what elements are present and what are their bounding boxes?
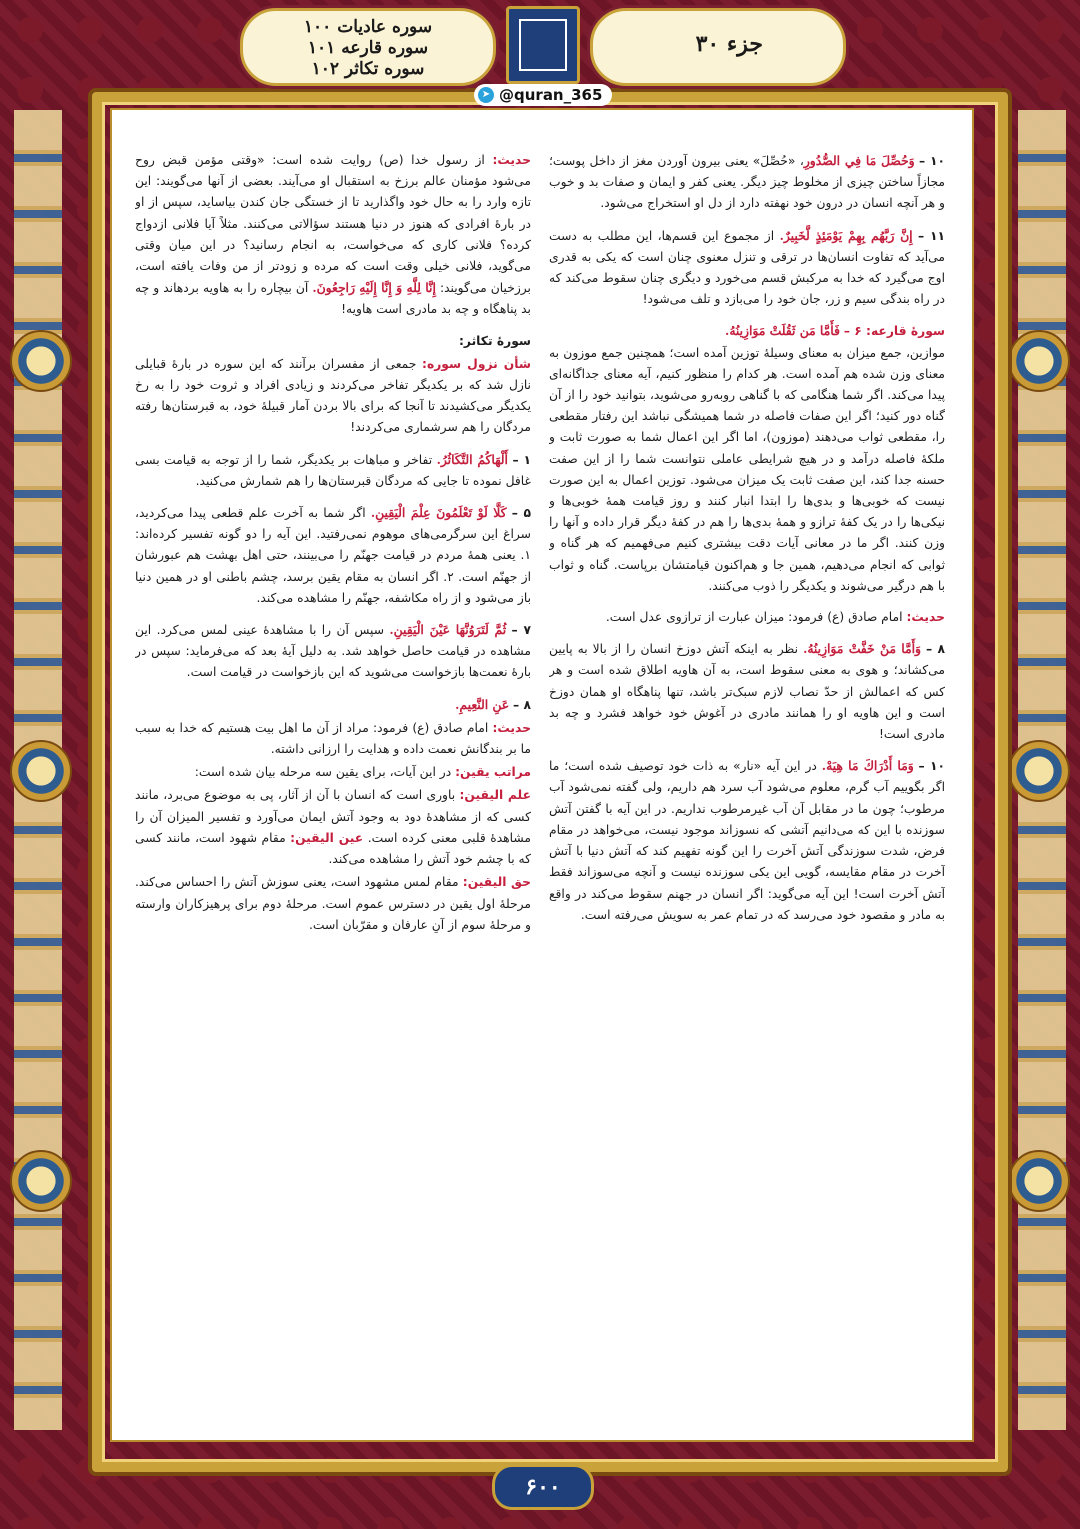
commentary-paragraph: ۸ – عَنِ النَّعِيمِ. [455,696,531,712]
left-column [135,150,531,1420]
commentary-paragraph: ۱۰ – وَمَا أَدْرَاكَ مَا هِيَهْ. در این آیه «نار» به ذات خود توصیف شده است؛ ما اگر بگوییم آب گرم، معلوم می‌شود آب سرد هم داریم، ولی گفته نمی‌شود آب مرطوب؛ چون ما در مقابل آن آب غیرمرطوب نداریم. در این آیه با گفتن آتش سوزنده با این که می‌دانیم آتشی که نسوزاند موجود نیست، می‌خواهد در مقام فرض، شدت سوزندگی آتش آخرت را این گونه تفهیم کند که آتش دنیا با آتش آخرت در مقام مقایسه، گویی این یکی سوزنده نیست و آنچه می‌سوزاند فقط آتش آخرت است! این آیه می‌گوید: اگر انسان در جهنم سقوط می‌کند در واقع به مادر و مقصود خود می‌رسد که در تمام عمر به سویش می‌رفته است. [549,758,945,922]
page-header [0,0,1080,104]
section-title: سورهٔ تکاثر: [459,333,531,348]
verse-text: كَلَّا لَوْ تَعْلَمُونَ عِلْمَ الْيَقِينِ. [370,505,507,521]
verse-text: إِنَّا لِلَّهِ وَ إِنَّا إِلَيْهِ رَاجِعُونَ. [312,280,436,296]
verse-text: وَحُصِّلَ مَا فِي الصُّدُورِ [803,153,915,168]
commentary-paragraph: سورهٔ قارعه: ۶ – فَأَمَّا مَن ثَقُلَتْ مَوَازِينُهُ. موازین، جمع میزان به معنای وسیلهٔ توزین آمده است؛ همچنین جمع موزون به معنای وزن شده هم آمده است. هر کدام را منظور کنیم، آیه معنای جداگانه‌ای پیدا می‌کند. اگر شما هنگامی که با گناهی روبه‌رو می‌شوید، بتوانید خود را از آن گناه دور کنید؛ اگر این صفات فاصله در شما همیشگی نباشد این رفتار مقطعی را، مقطعی ثواب می‌دهند (موزون)، اما اگر این اعمال شما به صورت ثابت و ملکهٔ فاصله درآمد و در هیچ شرایطی عاملی نتوانست شما را از این صفت حسنه جدا کند، این صفت ثابت یک میزان می‌شود. توزین اعمال به این صورت نیست که خوبی‌ها و بدی‌ها را ابتدا انبار کنند و روز قیامت همهٔ خوبی‌ها و نیکی‌ها را در یک کفهٔ ترازو و همهٔ بدی‌ها را هم در کفهٔ دیگر قرار داده و آنها را وزن کنند. اگر ما در معانی آیات دقت بیشتری کنیم می‌فهمیم که هر گناه و ثوابی که انجام می‌دهیم، همین جا و هم‌اکنون قیامتشان برپاست. گناه و ثواب با هم درگیر می‌شوند و یکدیگر را ذوب می‌کنند. [549,323,945,593]
commentary-paragraph: ۱ – أَلْهَاكُمُ التَّكَاثُرُ. تفاخر و مباهات بر یکدیگر، شما را از توجه به قیامت بسی غافل نموده تا جایی که مردگان قبرستان‌ها را هم شمارش می‌کنید. [135,451,531,488]
commentary-paragraph: علم الیقین: باوری است که انسان با آن از آثار، پی به موضوع می‌برد، مانند کسی که از مشاهدهٔ دود به وجود آتش ایمان می‌آورد و تفسیر المیزان آن را مشاهدهٔ قلبی معنی کرده است. عین الیقین: مقام شهود است، مانند کسی که با چشم خود آتش را مشاهده می‌کند. [135,788,531,867]
right-column [549,150,945,1420]
hadith-label: حدیث: [492,720,531,735]
hadith-paragraph: حدیث: از رسول خدا (ص) روایت شده است: «وقتی مؤمن قبض روح می‌شود مؤمنان عالم برزخ به استقبال او می‌آیند. بعضی از آنها می‌گویند: این تازه وارد را به حال خود واگذارید تا از خستگی جان کندن بیاساید، سپس از او در بارهٔ افرادی که هنوز در دنیا هستند سؤالاتی می‌کنند. مثلاً آیا فلانی ازدواج کرده؟ فلانی کاری که می‌خواست، به انجام رسانید؟ در این میان وقتی می‌گوید، فلانی خیلی وقت است که مرده و زودتر از من وفات یافته است، برزخیان می‌گویند: إِنَّا لِلَّهِ وَ إِنَّا إِلَيْهِ رَاجِعُونَ. آن بیچاره را به هاویه بردهاند و چه بد پناهگاه و چه بد مادری است هاویه! [135,153,531,317]
hadith-label: حدیث: [906,610,945,625]
commentary-paragraph: شأن نزول سوره: جمعی از مفسران برآنند که این سوره در بارهٔ قبایلی نازل شد که بر یکدیگر تفاخر می‌کردند و زیادی افراد و ثروت خود را به رخ یکدیگر می‌کشیدند تا آنجا که برای بالا بردن آمار قبیلهٔ خود، به قبرستان‌ها رفته مردگان را هم سرشماری می‌کردند! [135,356,531,435]
hadith-label: حدیث: [492,153,531,167]
commentary-paragraph: حق الیقین: مقام لمس مشهود است، یعنی سوزش آتش را احساس می‌کند. مرحلهٔ اول یقین در دسترس عموم است. مرحلهٔ دوم برای پرهیزکاران وارسته و مرحلهٔ سوم از آنِ عارفان و مقرّبان است. [135,875,531,932]
quran-logo-icon [506,6,580,84]
ornament-medallion-icon [1008,1150,1070,1212]
ornament-medallion-icon [10,1150,72,1212]
ornament-medallion-icon [1008,330,1070,392]
verse-text: أَلْهَاكُمُ التَّكَاثُرُ. [436,451,508,467]
sura-name-line: سوره قارعه ۱۰۱ [307,38,429,58]
ornament-medallion-icon [10,330,72,392]
commentary-paragraph: مراتب یقین: در این آیات، برای یقین سه مرحله بیان شده است: [194,765,531,780]
verse-text: فَأَمَّا مَن ثَقُلَتْ مَوَازِينُهُ. [725,323,840,339]
juz-label: جزء ۳۰ [695,31,763,57]
text-columns [135,150,945,1420]
commentary-paragraph: ۱۰ – وَحُصِّلَ مَا فِي الصُّدُورِ، «حُصِّلَ» یعنی بیرون آوردن مغز از داخل پوست؛ مجازاً ساختن چیزی از مخلوط چیز دیگر. یعنی کفر و ایمان و صفات بد و خوب و هر آنچه انسان در درون خود نهفته دارد از دل او استخراج می‌شود. [549,153,945,211]
hadith-paragraph: حدیث: امام صادق (ع) فرمود: میزان عبارت از ترازوی عدل است. [605,610,945,625]
sura-name-line: سوره عادیات ۱۰۰ [303,17,433,37]
commentary-paragraph: ۷ – ثُمَّ لَتَرَوُنَّهَا عَيْنَ الْيَقِينِ. سپس آن را با مشاهدهٔ عینی لمس می‌کرد. این مشاهده در قیامت حاصل خواهد شد. به دلیل آیهٔ بعد که می‌فرماید: سپس در بارهٔ نعمت‌ها بازخواست می‌شوید که این بازخواست در قیامت است. [135,622,531,680]
hadith-paragraph: حدیث: امام صادق (ع) فرمود: مراد از آن ما اهل بیت هستیم که خدا به سبب ما بر بندگانش نعمت داده و هدایت را ارزانی داشته. [135,720,531,757]
verse-text: إِنَّ رَبَّهُم بِهِمْ يَوْمَئِذٍ لَّخَبِيرٌ. [779,227,913,243]
commentary-paragraph: ۱۱ – إِنَّ رَبَّهُم بِهِمْ يَوْمَئِذٍ لَّخَبِيرٌ. از مجموع این قسم‌ها، این مطلب به دست می‌آید که تفاوت انسان‌ها در ترقی و تنزل معنوی چنان است که یکی به قدری اوج می‌گیرد که خدا به مرکبش قسم می‌خورد و دیگری چنان سقوط می‌کند که در راه بندگی سیم و زر، جان خود را می‌بازد و تلف می‌شود! [549,227,945,307]
channel-handle: @quran_365 [499,86,603,104]
channel-badge[interactable] [474,84,612,106]
ornament-medallion-icon [1008,740,1070,802]
juz-cartouche [590,8,846,86]
verse-text: عَنِ النَّعِيمِ. [455,696,510,712]
commentary-paragraph: ۵ – كَلَّا لَوْ تَعْلَمُونَ عِلْمَ الْيَقِينِ. اگر شما به آخرت علم قطعی پیدا می‌کردید، سراغ این سرگرمی‌های موهوم نمی‌رفتید. این آیه را دو گونه تفسیر کرده‌اند: ۱. یعنی همهٔ مردم در قیامت جهنّم را می‌بینند، حتی اهل بهشت هم عبورشان از جهنّم است. ۲. اگر انسان به مقام یقین برسد، چشم باطنی او در همین دنیا باز می‌شود و از راه مکاشفه، جهنّم را مشاهده می‌کند. [135,505,531,605]
verse-text: ثُمَّ لَتَرَوُنَّهَا عَيْنَ الْيَقِينِ. [389,622,507,638]
commentary-paragraph: ۸ – وَأَمَّا مَنْ خَفَّتْ مَوَازِينُهُ. نظر به اینکه آتش دوزخ انسان را از بالا به پایین می‌کشاند؛ و هوی به معنی سقوط است، به آن هاویه اطلاق شده است و هر کس که اعمالش از حدّ نصاب لازم سبک‌تر باشد، تنها پناهگاه او همان دوزخ است و این هاویه او را همانند مادری در آغوش خود خواهد فشرد و چه بد مادری است! [549,641,945,742]
sura-names-cartouche [240,8,496,86]
page-number: ۶۰۰ [492,1464,594,1510]
verse-text: وَأَمَّا مَنْ خَفَّتْ مَوَازِينُهُ. [803,641,921,657]
sura-name-line: سوره تکاثر ۱۰۲ [311,59,425,79]
sura-names [243,17,493,80]
telegram-icon: ➤ [478,87,494,103]
ornament-medallion-icon [10,740,72,802]
verse-text: وَمَا أَدْرَاكَ مَا هِيَهْ. [821,758,914,774]
